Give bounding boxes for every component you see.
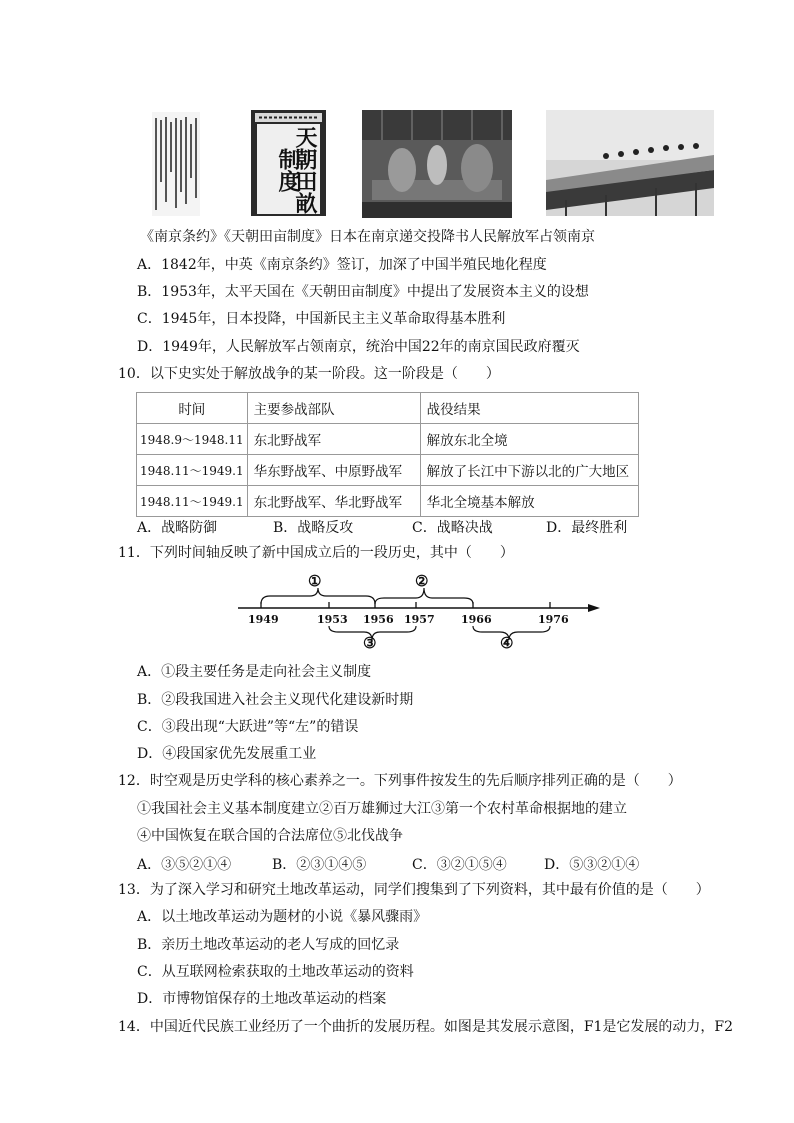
q12-option-d: D．⑤③②①④ (544, 857, 640, 873)
photo-japan-surrender (362, 110, 512, 218)
year-label-1949: 1949 (248, 613, 279, 626)
timeline-diagram (230, 568, 610, 654)
table-cell-result: 华北全境基本解放 (420, 486, 638, 517)
q9-option-a: A．1842年，中英《南京条约》签订，加深了中国半殖民地化程度 (137, 257, 547, 273)
q10-option-a: A．战略防御 (137, 520, 218, 536)
q10-option-b: B．战略反攻 (273, 520, 354, 536)
q12-line1: ①我国社会主义基本制度建立②百万雄狮过大江③第一个农村革命根据地的建立 (137, 801, 627, 817)
photo-nanjing-treaty (152, 112, 200, 216)
table-cell-troops: 华东野战军、中原野战军 (247, 455, 420, 486)
images-caption: 《南京条约》《天朝田亩制度》日本在南京递交投降书人民解放军占领南京 (140, 229, 595, 245)
segment-label-1: ① (308, 572, 322, 590)
q13-option-b: B．亲历土地改革运动的老人写成的回忆录 (137, 937, 400, 953)
q9-option-c: C．1945年，日本投降，中国新民主主义革命取得基本胜利 (137, 311, 506, 327)
table-header-time: 时间 (137, 393, 248, 424)
year-label-1957: 1957 (404, 613, 435, 626)
q10-option-c: C．战略决战 (412, 520, 493, 536)
table-header-troops: 主要参战部队 (247, 393, 420, 424)
q13-option-a: A．以土地改革运动为题材的小说《暴风骤雨》 (137, 909, 428, 925)
photo-pla-occupy-nanjing (546, 110, 714, 216)
table-row (137, 486, 639, 517)
q14-stem: 14．中国近代民族工业经历了一个曲折的发展历程。如图是其发展示意图，F1是它发展的动力，F2 (118, 1019, 734, 1035)
table-cell-time: 1948.11～1949.1 (137, 455, 248, 486)
year-label-1953: 1953 (317, 613, 348, 626)
q12-stem: 12．时空观是历史学科的核心素养之一。下列事件按发生的先后顺序排列正确的是（ ） (118, 773, 682, 789)
table-cell-result: 解放东北全境 (420, 424, 638, 455)
table-row (137, 424, 639, 455)
battle-table (136, 392, 639, 517)
table-cell-time: 1948.9～1948.11 (137, 424, 248, 455)
year-label-1976: 1976 (538, 613, 569, 626)
year-label-1956: 1956 (363, 613, 394, 626)
q13-stem: 13．为了深入学习和研究土地改革运动，同学们搜集到了下列资料，其中最有价值的是（ ） (118, 882, 710, 898)
q13-option-c: C．从互联网检索获取的土地改革运动的资料 (137, 964, 414, 980)
q12-option-c: C．③②①⑤④ (412, 857, 507, 873)
q11-option-d: D．④段国家优先发展重工业 (137, 746, 317, 762)
table-cell-troops: 东北野战军 (247, 424, 420, 455)
segment-label-4: ④ (500, 634, 514, 652)
q9-option-b: B．1953年，太平天国在《天朝田亩制度》中提出了发展资本主义的设想 (137, 284, 589, 300)
table-cell-result: 解放了长江中下游以北的广大地区 (420, 455, 638, 486)
table-row (137, 455, 639, 486)
q12-option-b: B．②③①④⑤ (272, 857, 367, 873)
q10-option-d: D．最终胜利 (546, 520, 628, 536)
q12-option-a: A．③⑤②①④ (137, 857, 232, 873)
table-header-row (137, 393, 639, 424)
q13-option-d: D．市博物馆保存的土地改革运动的档案 (137, 991, 387, 1007)
q11-stem: 11．下列时间轴反映了新中国成立后的一段历史，其中（ ） (118, 545, 514, 561)
year-label-1966: 1966 (461, 613, 492, 626)
segment-label-3: ③ (363, 634, 377, 652)
segment-label-2: ② (415, 572, 429, 590)
table-cell-time: 1948.11～1949.1 (137, 486, 248, 517)
q9-option-d: D．1949年，人民解放军占领南京，统治中国22年的南京国民政府覆灭 (137, 339, 580, 355)
photo-heavenly-kingdom-land-system (251, 110, 326, 216)
table-cell-troops: 东北野战军、华北野战军 (247, 486, 420, 517)
q11-option-b: B．②段我国进入社会主义现代化建设新时期 (137, 692, 414, 708)
table-header-result: 战役结果 (420, 393, 638, 424)
q11-option-a: A．①段主要任务是走向社会主义制度 (137, 664, 372, 680)
q12-line2: ④中国恢复在联合国的合法席位⑤北伐战争 (137, 828, 403, 844)
book-title: 天朝田畝制度 (275, 126, 318, 214)
q10-stem: 10．以下史实处于解放战争的某一阶段。这一阶段是（ ） (118, 366, 500, 382)
q11-option-c: C．③段出现“大跃进”等“左”的错误 (137, 719, 359, 735)
